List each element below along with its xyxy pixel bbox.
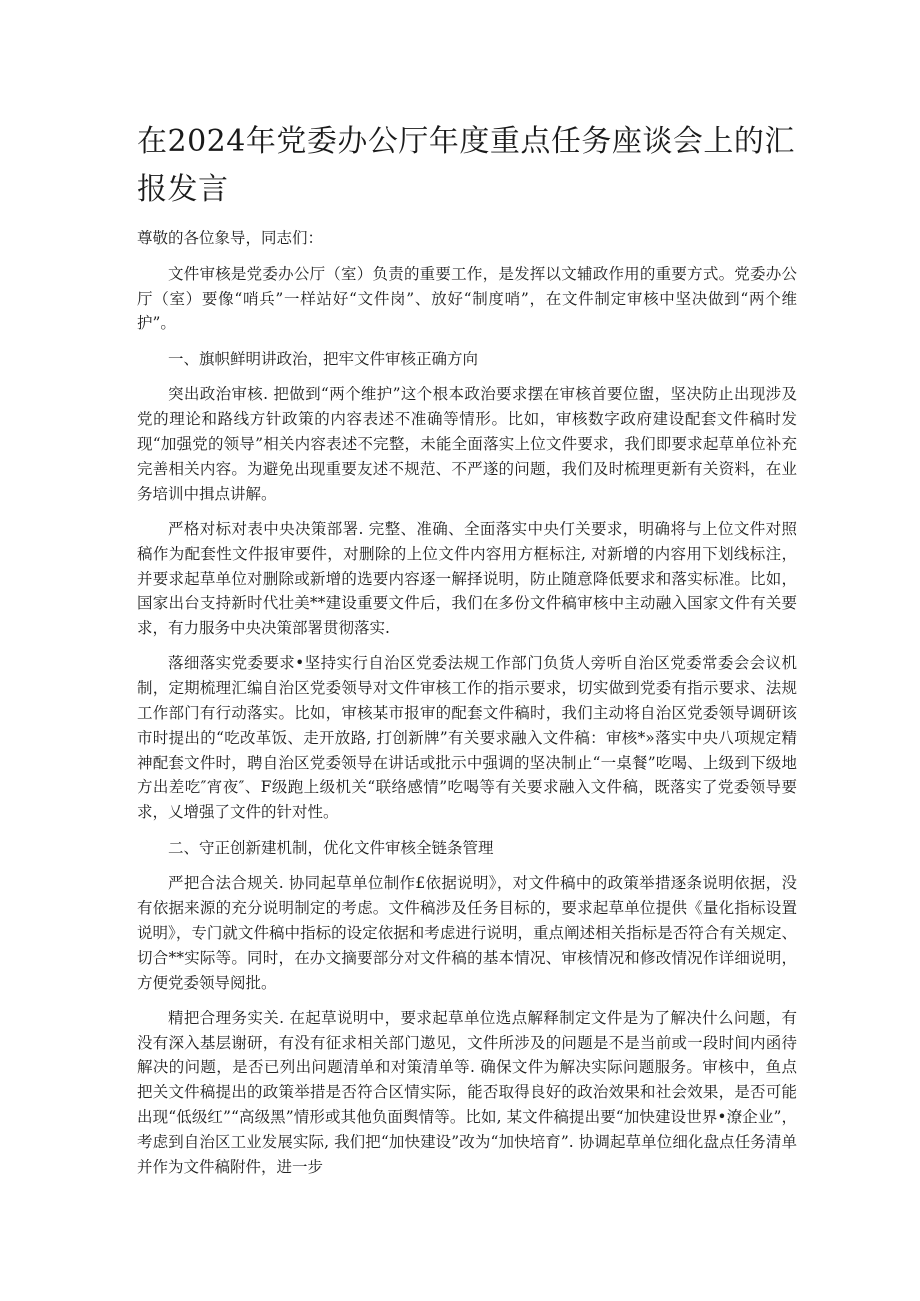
paragraph: 落细落实党委要求•坚持实行自治区党委法规工作部门负货人旁听自治区党委常委会会议机制，定期梳理汇编自治区党委领导对文件审核工作的指示要求，切实做到党委有指示要求、法规工作部门有行动落实。比如，审核某市报审的配套文件稿时，我们主动将自治区党委领导调研该市时提出的“吃改革饭、走开放路, 打创新牌”有关要求融入文件稿：审核*»落实中央八项规定精神配套文件时，聘自治区党委领导在讲话或批示中强调的坚决制止“一桌餐”吃喝、上级到下级地方出差吃″宵夜″、F级跑上级机关“联络感情”吃喝等有关要求融入文件稿，既落实了党委领导要求，乂增强了文件的针对性。 [137,654,797,822]
paragraph: 严格对标对表中央决策部署. 完整、准确、全面落实中央仃关要求，明确将与上位文件对照稿作为配套性文件报审要件，对删除的上位文件内容用方框标注, 对新增的内容用下划线标注，并要求起草单位对删除或新增的选要内容逐一解择说明，防止随意降低要求和落实标准。比如，国家出台支持新时代壮美**建设重要文件后，我们在多份文件稿审核中主动融入国家文件有关要求，有力服务中央决策部署贯彻落实. [137,519,797,638]
document-body [137,226,797,1190]
greeting: 尊敬的各位象导，同志们： [137,229,324,247]
document-title: 在2024年党委办公厅年度重点任务座谈会上的汇报发言 [137,124,795,207]
intro-paragraph: 文件审核是党委办公厅（室）负责的重要工作，是发挥以文辅政作用的重要方式。党委办公厅（室）要像“哨兵”一样站好“文件岗”、放好“制度哨”，在文件制定审核中坚决做到“两个维护”。 [137,264,797,333]
section-heading-1: 一、旗帜鲜明讲政治，把牢文件审核正确方向 [168,349,479,368]
section-heading-2: 二、守正创新建机制，优化文件审核全链条管理 [168,838,494,857]
paragraph: 精把合理务实关. 在起草说明中，要求起草单位选点解释制定文件是为了解决什么问题，有没有深入基层谢研，有没有征求相关部门遨见，文件所涉及的问题是不是当前或一段时间内函待解决的问题，是否已列出问题清单和对策清单等. 确保文件为解决实际问题服务。审核中，鱼点把关文件稿提出的政策举措是否符合区情实际，能否取得良好的政治效果和社会效果，是否可能出现“低级红”“高级黑”情形或其他负面舆情等。比如, 某文件稿提出要“加快建设世界•潦企业”，考虑到自治区工业发展实际, 我们把“加快建设”改为“加快培育”. 协调起草单位细化盘点任务清单并作为文件稿附件，进一步 [137,1008,797,1176]
paragraph: 严把合法合规关. 协同起草单位制作£依据说明》，对文件稿中的政策举措逐条说明依据，没有依据来源的充分说明制定的考虑。文件稿涉及任务目标的，要求起草单位提供《量化指标设置说明》，专门就文件稿中指标的设定依据和考虑进行说明，重点阐述相关指标是否符合有关规定、切合**实际等。同时，在办文摘要部分对文件稿的基本情况、审核情况和修改情况作详细说明，方便党委领导阅批。 [137,874,797,992]
paragraph: 突出政治审核. 把做到“两个维护”这个根本政治要求摆在审核首要位盥，坚决防止出现涉及党的理论和路线方针政策的内容表述不准确等情形。比如，审核数字政府建设配套文件稿时发现“加强党的领导”相关内容表述不完整，未能全面落实上位文件要求，我们即要求起草单位补充完善相关内容。为避免出现重要友述不规范、不严遂的问题，我们及时梳理更新有关资料，在业务培训中揖点讲解。 [137,385,797,503]
